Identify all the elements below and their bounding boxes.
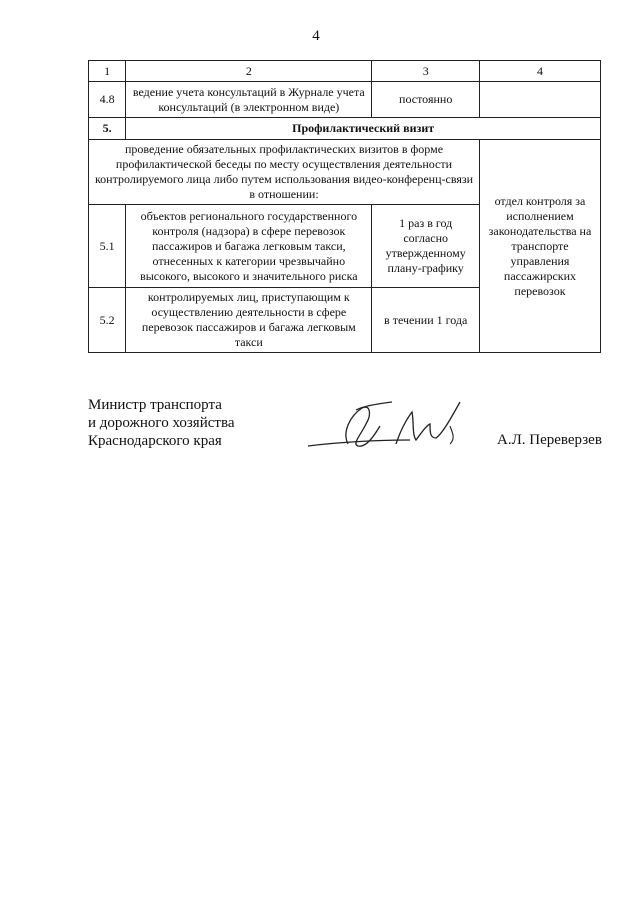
section-title: Профилактический визит: [126, 118, 601, 140]
row-activity: ведение учета консультаций в Журнале учета консультаций (в электронном виде): [126, 82, 372, 118]
handwritten-signature: [300, 396, 490, 456]
section-number: 5.: [89, 118, 126, 140]
signatory-name: А.Л. Переверзев: [497, 432, 602, 448]
activity-plan-table: [88, 60, 601, 353]
row-period: постоянно: [372, 82, 480, 118]
row-period: 1 раз в год согласно утвержденному плану-графику: [372, 205, 480, 288]
table-row: [89, 140, 601, 205]
signatory-title-line: и дорожного хозяйства: [88, 415, 235, 431]
responsible-department: отдел контроля за исполнением законодательства на транспорте управления пассажирских перевозок: [479, 140, 600, 353]
table-row: [89, 82, 601, 118]
signatory-title: [88, 396, 235, 450]
header-cell-1: 1: [89, 61, 126, 82]
signatory-title-line: Краснодарского края: [88, 433, 222, 449]
row-responsible: [479, 82, 600, 118]
section-intro: проведение обязательных профилактических визитов в форме профилактической беседы по месту осуществления деятельности контролируемого лица либо путем использования видео-конференц-связи в отношении:: [89, 140, 480, 205]
row-number: 5.2: [89, 288, 126, 353]
table-header-row: [89, 61, 601, 82]
header-cell-2: 2: [126, 61, 372, 82]
row-number: 5.1: [89, 205, 126, 288]
row-number: 4.8: [89, 82, 126, 118]
header-cell-3: 3: [372, 61, 480, 82]
section-row: [89, 118, 601, 140]
header-cell-4: 4: [479, 61, 600, 82]
signatory-title-line: Министр транспорта: [88, 397, 222, 413]
page-number: 4: [312, 28, 320, 44]
row-activity: контролируемых лиц, приступающим к осуществлению деятельности в сфере перевозок пассажиров и багажа легковым такси: [126, 288, 372, 353]
row-period: в течении 1 года: [372, 288, 480, 353]
row-activity: объектов регионального государственного контроля (надзора) в сфере перевозок пассажиров и багажа легковым такси, отнесенных к категории чрезвычайно высокого, высокого и значительного риска: [126, 205, 372, 288]
